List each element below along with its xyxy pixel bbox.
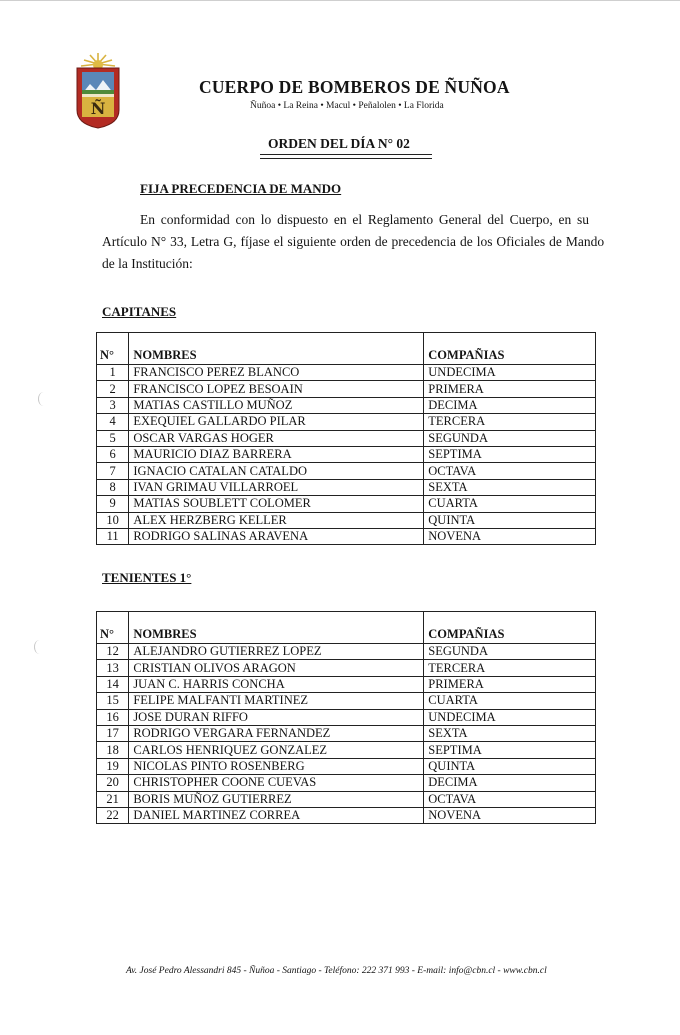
row-number: 12 [97,644,129,660]
officer-name: JUAN C. HARRIS CONCHA [129,676,424,692]
officer-name: IGNACIO CATALAN CATALDO [129,463,424,479]
intro-paragraph-line: Artículo N° 33, Letra G, fíjase el siguiente orden de precedencia de los Oficiales de Mando [102,234,605,249]
column-header-companies: COMPAÑIAS [424,612,596,644]
table-row [97,660,596,676]
officer-name: ALEJANDRO GUTIERREZ LOPEZ [129,644,424,660]
table-row [97,725,596,741]
table-row [97,365,596,381]
row-number: 11 [97,528,129,544]
organization-communes: Ñuñoa • La Reina • Macul • Peñalolen • La Florida [250,101,444,111]
row-number: 3 [97,397,129,413]
intro-paragraph [102,209,605,275]
row-number: 19 [97,758,129,774]
footer-address: Av. José Pedro Alessandri 845 - Ñuñoa - Santiago - Teléfono: 222 371 993 - E-mail: info@cbn.cl - www.cbn.cl [126,966,547,976]
company-name: SEXTA [424,725,596,741]
table-row [97,693,596,709]
officer-name: RODRIGO SALINAS ARAVENA [129,528,424,544]
company-name: SEGUNDA [424,644,596,660]
table-row [97,430,596,446]
crest-letter: Ñ [90,99,106,118]
officer-name: CARLOS HENRIQUEZ GONZALEZ [129,742,424,758]
officer-name: ALEX HERZBERG KELLER [129,512,424,528]
officer-name: DANIEL MARTINEZ CORREA [129,807,424,823]
company-name: DECIMA [424,775,596,791]
row-number: 7 [97,463,129,479]
officer-name: FRANCISCO PEREZ BLANCO [129,365,424,381]
officer-name: CHRISTOPHER COONE CUEVAS [129,775,424,791]
company-name: QUINTA [424,512,596,528]
row-number: 15 [97,693,129,709]
table-row [97,528,596,544]
officer-name: JOSE DURAN RIFFO [129,709,424,725]
column-header-names: NOMBRES [129,612,424,644]
company-name: DECIMA [424,397,596,413]
row-number: 22 [97,807,129,823]
row-number: 6 [97,446,129,462]
company-name: SEGUNDA [424,430,596,446]
company-name: NOVENA [424,528,596,544]
row-number: 5 [97,430,129,446]
row-number: 21 [97,791,129,807]
row-number: 8 [97,479,129,495]
fire-department-crest-logo [72,50,124,130]
table-row [97,397,596,413]
company-name: UNDECIMA [424,709,596,725]
table-row [97,791,596,807]
company-name: CUARTA [424,693,596,709]
row-number: 14 [97,676,129,692]
officer-name: MATIAS SOUBLETT COLOMER [129,496,424,512]
table-row [97,758,596,774]
capitanes-table [96,332,596,545]
officer-name: OSCAR VARGAS HOGER [129,430,424,446]
officer-name: MAURICIO DIAZ BARRERA [129,446,424,462]
row-number: 18 [97,742,129,758]
order-subject: FIJA PRECEDENCIA DE MANDO [140,181,342,196]
row-number: 1 [97,365,129,381]
table-row [97,709,596,725]
table-row [97,446,596,462]
officer-name: FRANCISCO LOPEZ BESOAIN [129,381,424,397]
intro-paragraph-line: de la Institución: [102,256,193,271]
officer-name: MATIAS CASTILLO MUÑOZ [129,397,424,413]
company-name: OCTAVA [424,463,596,479]
table-row [97,463,596,479]
table-row [97,775,596,791]
row-number: 16 [97,709,129,725]
scan-hole-mark [34,640,45,654]
table-row [97,479,596,495]
table-header-row [97,612,596,644]
company-name: NOVENA [424,807,596,823]
table-row [97,807,596,823]
table-row [97,742,596,758]
tenientes-table [96,611,596,824]
table-row [97,644,596,660]
section-title-capitanes: CAPITANES [102,304,177,319]
company-name: SEPTIMA [424,742,596,758]
company-name: SEPTIMA [424,446,596,462]
intro-paragraph-line: En conformidad con lo dispuesto en el Reglamento General del Cuerpo, en su [140,212,590,227]
organization-name: CUERPO DE BOMBEROS DE ÑUÑOA [199,77,510,97]
company-name: UNDECIMA [424,365,596,381]
company-name: CUARTA [424,496,596,512]
company-name: PRIMERA [424,381,596,397]
table-row [97,414,596,430]
row-number: 13 [97,660,129,676]
column-header-number: N° [97,612,129,644]
company-name: TERCERA [424,414,596,430]
table-row [97,496,596,512]
column-header-number: N° [97,333,129,365]
row-number: 17 [97,725,129,741]
row-number: 2 [97,381,129,397]
section-title-tenientes: TENIENTES 1° [102,570,192,585]
column-header-names: NOMBRES [129,333,424,365]
page-top-edge [0,0,680,1]
row-number: 20 [97,775,129,791]
company-name: QUINTA [424,758,596,774]
row-number: 4 [97,414,129,430]
officer-name: EXEQUIEL GALLARDO PILAR [129,414,424,430]
column-header-companies: COMPAÑIAS [424,333,596,365]
title-double-underline [260,154,432,159]
table-row [97,512,596,528]
company-name: PRIMERA [424,676,596,692]
officer-name: IVAN GRIMAU VILLARROEL [129,479,424,495]
row-number: 9 [97,496,129,512]
row-number: 10 [97,512,129,528]
company-name: OCTAVA [424,791,596,807]
scan-hole-mark [38,392,49,406]
officer-name: RODRIGO VERGARA FERNANDEZ [129,725,424,741]
table-row [97,381,596,397]
order-title: ORDEN DEL DÍA N° 02 [268,136,410,151]
table-row [97,676,596,692]
officer-name: NICOLAS PINTO ROSENBERG [129,758,424,774]
table-header-row [97,333,596,365]
officer-name: CRISTIAN OLIVOS ARAGON [129,660,424,676]
officer-name: BORIS MUÑOZ GUTIERREZ [129,791,424,807]
company-name: SEXTA [424,479,596,495]
company-name: TERCERA [424,660,596,676]
officer-name: FELIPE MALFANTI MARTINEZ [129,693,424,709]
